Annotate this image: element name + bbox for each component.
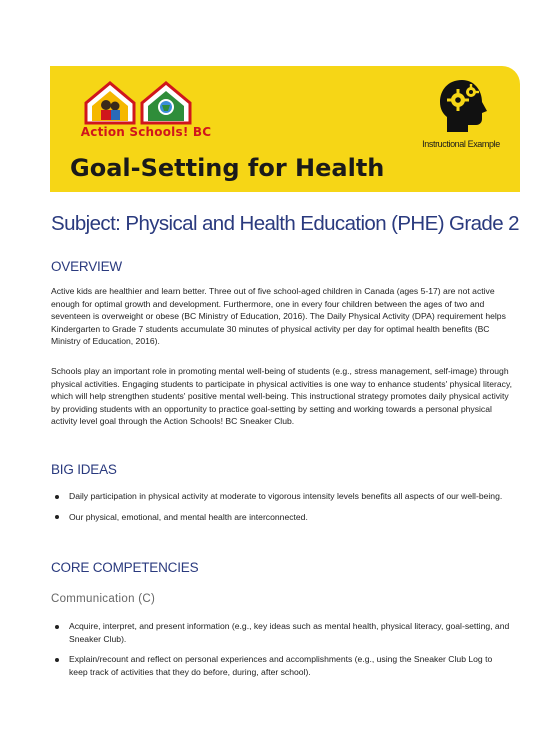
list-item: Our physical, emotional, and mental health are interconnected. — [51, 511, 513, 524]
overview-paragraph-1: Active kids are healthier and learn better. Three out of five school-aged children in Canada (ages 5-17) are not active enough for optimal growth and development. Furthermore, one in every four children between the ages of two and seventeen is overweight or obese (BC Ministry of Education, 2016). The Daily Physical Activity (DPA) requirement helps Kindergarten to Grade 7 students accumulate 30 minutes of physical activity per day for optimal health benefits (BC Ministry of Education, 2016). — [51, 286, 506, 347]
bullet-icon — [55, 515, 59, 519]
overview-heading: OVERVIEW — [51, 259, 122, 274]
action-schools-logo — [78, 79, 208, 151]
core-competencies-heading: CORE COMPETENCIES — [51, 560, 199, 575]
bullet-icon — [55, 658, 59, 662]
bullet-icon — [55, 495, 59, 499]
list-item: Daily participation in physical activity at moderate to vigorous intensity levels benefits all aspects of our well-being. — [51, 490, 513, 503]
list-item: Acquire, interpret, and present information (e.g., key ideas such as mental health, physical literacy, goal-setting, and Sneaker Club). — [51, 620, 513, 645]
instructional-example-label: Instructional Example — [422, 139, 500, 149]
big-ideas-list — [51, 490, 513, 531]
header-banner — [50, 66, 520, 192]
bullet-icon — [55, 625, 59, 629]
core-competencies-list — [51, 620, 513, 686]
head-gears-icon — [438, 78, 490, 134]
page-title: Goal-Setting for Health — [70, 154, 385, 182]
logo-text: Action Schools! BC — [80, 125, 212, 139]
overview-paragraph-2: Schools play an important role in promoting mental well-being of students (e.g., stress management, self-image) through physical activities. Engaging students to participate in physical activities is one way to enhance students' physical literacy, which will help strengthen students' positive mental well-being. This instructional strategy promotes daily physical activity by providing students with an opportunity to practice goal-setting by setting and working towards a personal physical activity level goal through the Action Schools! BC Sneaker Club. — [51, 366, 513, 427]
subject-heading: Subject: Physical and Health Education (PHE) Grade 2 — [51, 212, 519, 235]
communication-subheading: Communication (C) — [51, 593, 156, 605]
big-ideas-heading: BIG IDEAS — [51, 462, 117, 477]
list-item: Explain/recount and reflect on personal experiences and accomplishments (e.g., using the Sneaker Club Log to keep track of activities that they do before, during, after school). — [51, 653, 513, 678]
